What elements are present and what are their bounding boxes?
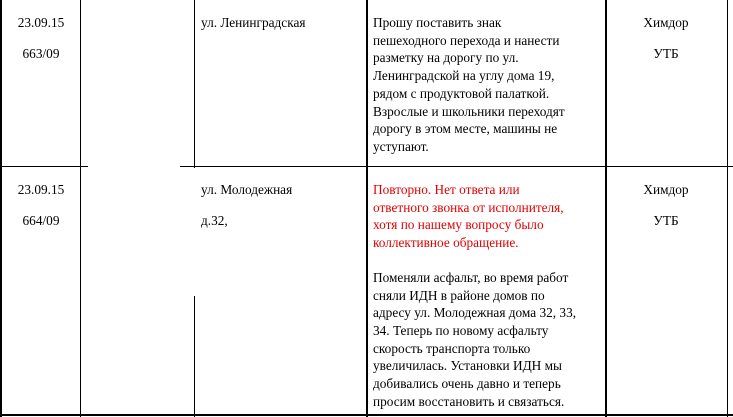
row-1-request-line: Взрослые и школьники переходят [373, 103, 565, 119]
row-2-note-line: ответного звонка от исполнителя, [373, 199, 564, 215]
row-1-request-line: пешеходного перехода и нанести [373, 32, 560, 48]
row-1-request-line: разметку на дорогу по ул. [373, 50, 519, 66]
row-2-request-line: увеличилась. Установки ИДН мы [373, 358, 562, 374]
row-1-request [373, 14, 596, 156]
row-1-request-line: рядом с продуктовой палаткой. [373, 85, 550, 101]
row-2-request-line: просим восстановить и связаться. [373, 393, 565, 409]
row-2-request-line: сняли ИДН в районе домов по [373, 287, 545, 303]
row-2-request-line: адресу ул. Молодежная дома 32, 33, [373, 305, 577, 321]
row-2-request-line: 34. Теперь по новому асфальту [373, 322, 549, 338]
row-1-request-line: Ленинградской на углу дома 19, [373, 68, 555, 84]
row-2-org-bottom: УТБ [653, 213, 679, 228]
row-2-address [201, 181, 363, 229]
column-divider-blank-2 [194, 296, 195, 417]
column-divider-address [366, 0, 368, 417]
row-2-address-house: д.32, [201, 212, 228, 228]
row-2-number: 664/09 [22, 213, 60, 228]
column-divider-blank-1 [194, 0, 195, 168]
row-2-note-line: хотя по нашему вопросу было [373, 217, 544, 233]
row-2-note-line: Повторно. Нет ответа или [373, 182, 520, 197]
row-2-note-line: коллективное обращение. [373, 235, 519, 251]
row-1-org-top: Химдор [643, 15, 689, 30]
row-divider-right [180, 166, 733, 167]
row-1-request-line: уступают. [373, 138, 429, 154]
row-1-request-line: Прошу поставить знак [373, 15, 502, 30]
column-divider-date [80, 0, 81, 417]
row-1-address [201, 14, 363, 32]
paragraph-gap [373, 252, 601, 269]
row-1-address-line: ул. Ленинградская [201, 15, 306, 30]
row-1-date: 23.09.15 [17, 15, 65, 30]
row-2-request-line: добивались очень давно и теперь [373, 376, 561, 392]
row-2-date: 23.09.15 [17, 182, 65, 197]
table-border-right [727, 0, 728, 417]
row-2-address-street: ул. Молодежная [201, 182, 293, 197]
row-1-number: 663/09 [22, 46, 60, 61]
row-2-request [373, 181, 601, 410]
row-2-request-line: Поменяли асфальт, во время работ [373, 269, 569, 285]
row-1-org-bottom: УТБ [653, 46, 679, 61]
row-divider-left [0, 166, 88, 167]
row-2-request-line: скорость транспорта только [373, 340, 531, 356]
row-2-org-top: Химдор [643, 182, 689, 197]
row-1-request-line: дорогу в этом месте, машины не [373, 121, 558, 137]
table-border-bottom [0, 414, 733, 416]
